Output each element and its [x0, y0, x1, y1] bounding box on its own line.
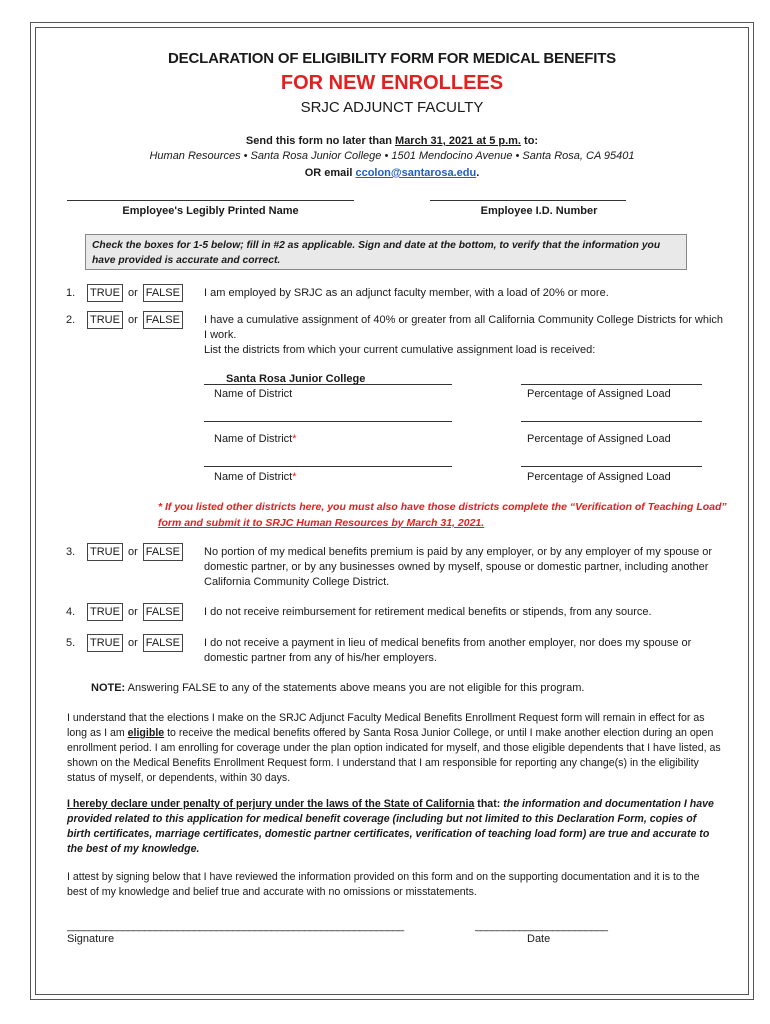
false-checkbox[interactable]: FALSE — [143, 543, 183, 561]
true-checkbox[interactable]: TRUE — [87, 603, 123, 621]
statement-number: 1. — [66, 287, 76, 299]
true-checkbox[interactable]: TRUE — [87, 311, 123, 329]
employee-name-field[interactable] — [67, 200, 354, 201]
district-field-1[interactable] — [204, 384, 452, 385]
email-line: OR email ccolon@santarosa.edu. — [304, 167, 480, 179]
understand-paragraph: I understand that the elections I make on the SRJC Adjunct Faculty Medical Benefits Enrollment Request form will remain in effect for as long as I am eligible to receive the medical benefits offered by Santa Rosa Junior College, or until I make another election during an open enrollment period. I am enrolling for coverage under the plan option indicated for myself, and those eligible dependents that I have listed, as shown on the Medical Benefits Enrollment Request form. I understand that I am responsible for reporting any change(s) in the eligibility status of myself, or dependents, within 30 days. — [67, 712, 721, 784]
true-false-choice-3: TRUE or FALSE — [87, 543, 183, 561]
district-value-1: Santa Rosa Junior College — [226, 373, 366, 385]
date-label: Date — [527, 933, 551, 945]
signature-field[interactable]: _____________________________________________________________ — [67, 920, 404, 932]
statement-subtext: List the districts from which your current cumulative assignment load is received: — [204, 344, 596, 356]
true-checkbox[interactable]: TRUE — [87, 543, 123, 561]
statement-number: 5. — [66, 637, 76, 649]
note: NOTE: Answering FALSE to any of the statements above means you are not eligible for this program. — [91, 682, 585, 694]
declaration-paragraph: I hereby declare under penalty of perjury under the laws of the State of California that: the information and documentation I have provided related to this application for medical benefit coverage (including but not limited to this Declaration Form, copies of birth certificates, marriage certificates, domestic partner certificates, verification of teaching load form) are true and accurate to the best of my knowledge. — [67, 798, 714, 855]
email-link[interactable]: ccolon@santarosa.edu — [355, 167, 477, 179]
statement-text: No portion of my medical benefits premium is paid by any employer, or by any employer of my spouse or domestic partner, or by any businesses owned by myself, spouse or domestic partner, including another California Community College District. — [204, 546, 713, 588]
signature-label: Signature — [67, 933, 115, 945]
true-false-choice-5: TRUE or FALSE — [87, 634, 183, 652]
form-subtitle: FOR NEW ENROLLEES — [280, 72, 504, 94]
form-title: DECLARATION OF ELIGIBILITY FORM FOR MEDICAL BENEFITS — [168, 50, 616, 67]
deadline: March 31, 2021 at 5 p.m. — [395, 135, 521, 147]
statement-text: I have a cumulative assignment of 40% or greater from all California Community College Districts for which I work. — [204, 314, 724, 341]
employee-id-label: Employee I.D. Number — [480, 205, 598, 217]
district-field-2[interactable] — [204, 421, 452, 422]
date-field[interactable]: ________________________ — [475, 920, 608, 932]
true-false-choice-4: TRUE or FALSE — [87, 603, 183, 621]
statement-number: 4. — [66, 606, 76, 618]
percentage-field-2[interactable] — [521, 421, 702, 422]
true-checkbox[interactable]: TRUE — [87, 634, 123, 652]
statement-text: I do not receive a payment in lieu of medical benefits from another employer, nor does my spouse or domestic partner from any of his/her employers. — [204, 637, 692, 664]
attest-paragraph: I attest by signing below that I have reviewed the information provided on this form and on the supporting documentation and it is to the best of my knowledge and belief true and accurate with no omissions or misstatements. — [67, 871, 700, 898]
statement-text: I am employed by SRJC as an adjunct faculty member, with a load of 20% or more. — [204, 287, 609, 299]
hr-address: Human Resources • Santa Rosa Junior College • 1501 Mendocino Avenue • Santa Rosa, CA 95401 — [149, 150, 635, 162]
employee-id-field[interactable] — [430, 200, 626, 201]
percentage-label: Percentage of Assigned Load — [527, 433, 671, 445]
false-checkbox[interactable]: FALSE — [143, 634, 183, 652]
false-checkbox[interactable]: FALSE — [143, 311, 183, 329]
true-false-choice-1: TRUE or FALSE — [87, 284, 183, 302]
false-checkbox[interactable]: FALSE — [143, 603, 183, 621]
district-label: Name of District — [214, 388, 293, 400]
faculty-heading: SRJC ADJUNCT FACULTY — [300, 99, 484, 116]
percentage-field-1[interactable] — [521, 384, 702, 385]
percentage-field-3[interactable] — [521, 466, 702, 467]
employee-name-label: Employee's Legibly Printed Name — [122, 205, 299, 217]
district-field-3[interactable] — [204, 466, 452, 467]
instructions-box: Check the boxes for 1-5 below; fill in #2 as applicable. Sign and date at the bottom, to verify that the information you have provided is accurate and correct. — [85, 234, 687, 270]
district-label: Name of District* — [214, 433, 297, 445]
district-label: Name of District* — [214, 471, 297, 483]
send-instructions: Send this form no later than March 31, 2021 at 5 p.m. to: — [245, 135, 539, 147]
true-checkbox[interactable]: TRUE — [87, 284, 123, 302]
percentage-label: Percentage of Assigned Load — [527, 388, 671, 400]
percentage-label: Percentage of Assigned Load — [527, 471, 671, 483]
statement-number: 3. — [66, 546, 76, 558]
statement-number: 2. — [66, 314, 76, 326]
false-checkbox[interactable]: FALSE — [143, 284, 183, 302]
district-warning: * If you listed other districts here, you must also have those districts complete the “Verification of Teaching Load” form and submit it to SRJC Human Resources by March 31, 2021. — [158, 501, 727, 529]
true-false-choice-2: TRUE or FALSE — [87, 311, 183, 329]
statement-text: I do not receive reimbursement for retirement medical benefits or stipends, from any source. — [204, 606, 652, 618]
